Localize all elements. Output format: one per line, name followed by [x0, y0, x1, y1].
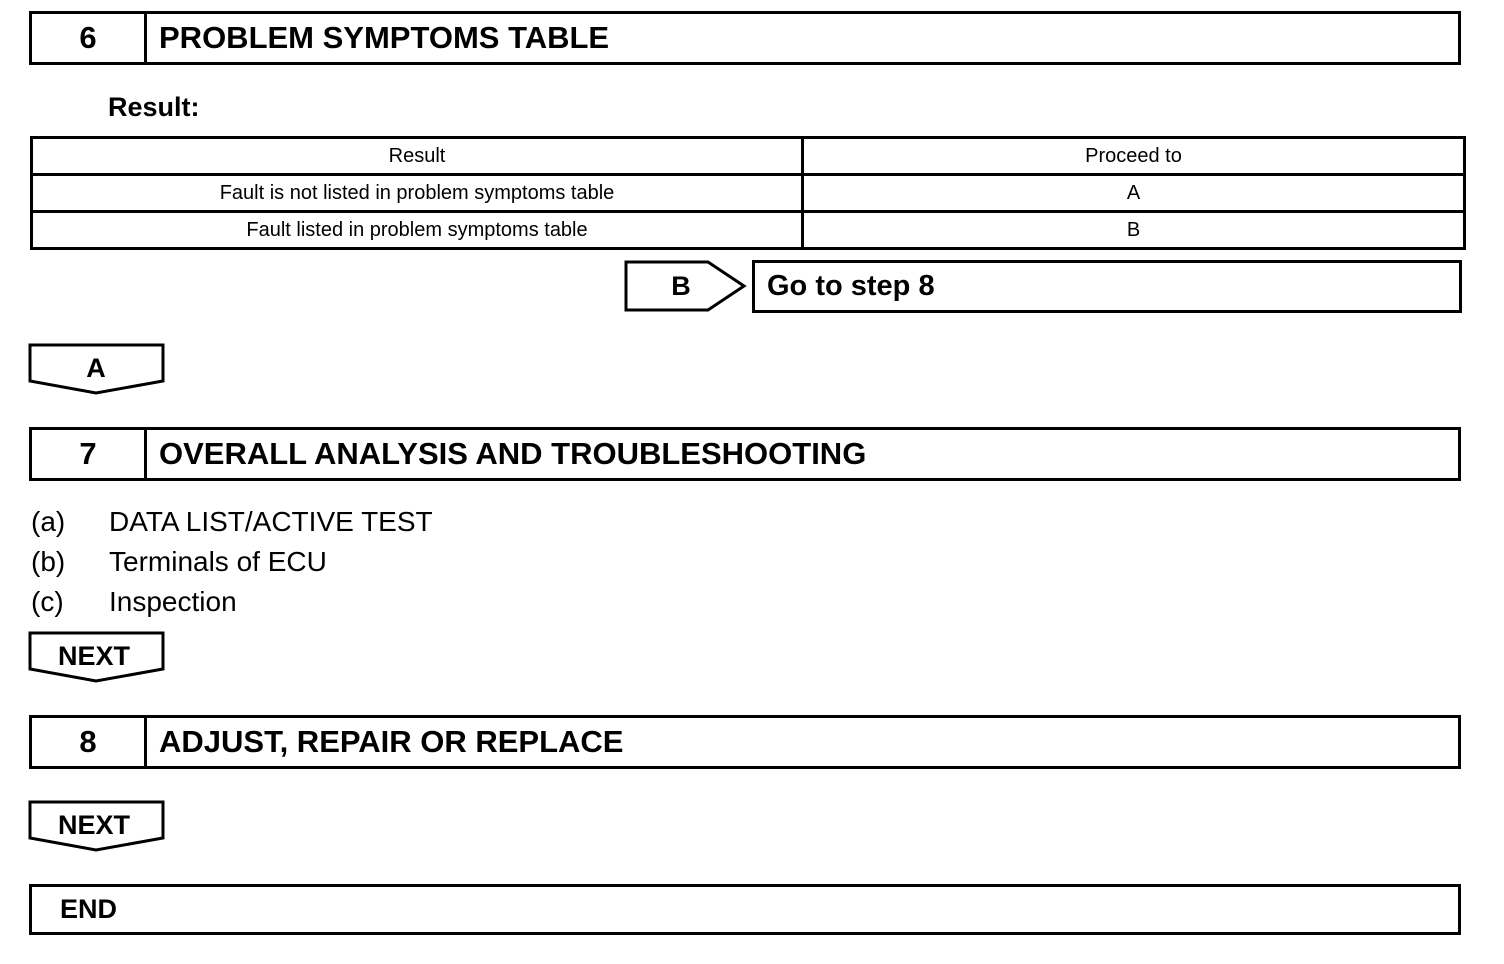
next-label: NEXT [57, 640, 130, 671]
list-item [31, 546, 327, 578]
list-item-text: Terminals of ECU [109, 546, 327, 577]
result-table [30, 136, 1466, 250]
table-header-row [32, 138, 1465, 175]
step-title: ADJUST, REPAIR OR REPLACE [159, 724, 624, 759]
result-heading: Result: [108, 92, 200, 122]
table-row [32, 175, 1465, 212]
list-item [31, 586, 237, 618]
branch-b-label: B [671, 270, 691, 301]
list-item-mark: (b) [31, 546, 66, 577]
step-6-header [29, 11, 1461, 65]
step-number: 6 [32, 14, 147, 62]
step-title: OVERALL ANALYSIS AND TROUBLESHOOTING [159, 436, 867, 471]
step-8-header [29, 715, 1461, 769]
table-row [32, 212, 1465, 249]
step-title: PROBLEM SYMPTOMS TABLE [159, 20, 610, 55]
step-number: 7 [32, 430, 147, 478]
list-item-text: DATA LIST/ACTIVE TEST [109, 506, 433, 537]
list-item-text: Inspection [109, 586, 237, 617]
list-item-mark: (c) [31, 586, 64, 617]
list-item [31, 506, 433, 538]
step-number: 8 [32, 718, 147, 766]
next-label: NEXT [57, 809, 130, 840]
list-item-mark: (a) [31, 506, 66, 537]
table-cell-result: Fault listed in problem symptoms table [32, 212, 803, 249]
table-cell-proceed: B [803, 212, 1465, 249]
column-header-proceed: Proceed to [803, 138, 1465, 175]
table-cell-proceed: A [803, 175, 1465, 212]
go-to-step-8-box[interactable]: Go to step 8 [752, 260, 1462, 313]
column-header-result: Result [32, 138, 803, 175]
end-box: END [29, 884, 1461, 935]
branch-a-label: A [86, 352, 106, 383]
table-cell-result: Fault is not listed in problem symptoms table [32, 175, 803, 212]
step-7-header [29, 427, 1461, 481]
